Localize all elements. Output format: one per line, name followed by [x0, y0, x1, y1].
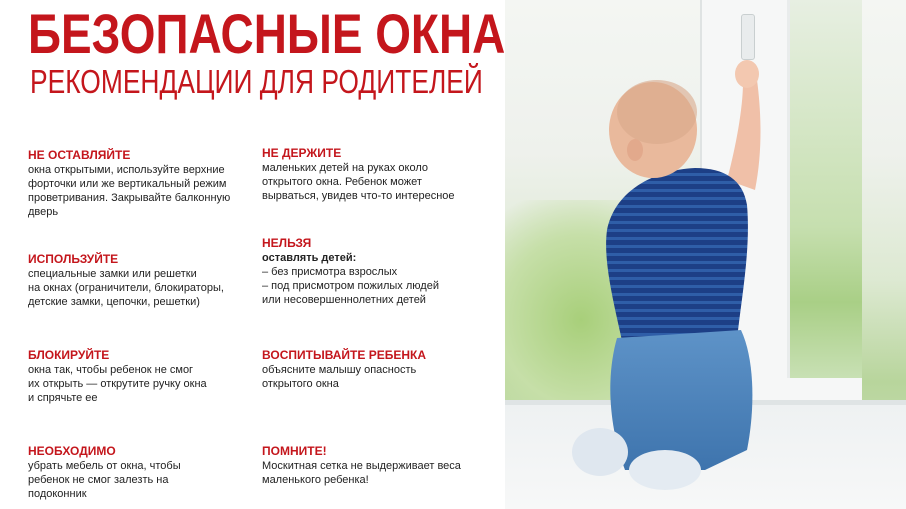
baby-hand: [735, 60, 759, 88]
tip-dont-hold: [262, 146, 502, 203]
tip-block: [28, 348, 268, 405]
tip-heading: НЕ ДЕРЖИТЕ: [262, 146, 342, 160]
baby-arm: [727, 80, 761, 190]
tip-text: окна так, чтобы ребенок не смог их открыть — открутите ручку окна и спрячьте ее: [28, 364, 207, 404]
baby-at-window-photo: [505, 0, 906, 509]
tip-use: [28, 252, 268, 309]
tip-text: окна открытыми, используйте верхние форточки или же вертикальный режим проветривания. Закрывайте балконную дверь: [28, 164, 231, 218]
tip-heading: НЕ ОСТАВЛЯЙТЕ: [28, 148, 131, 162]
tip-text: специальные замки или решетки на окнах (ограничители, блокираторы, детские замки, цепочки, решетки): [28, 268, 224, 308]
baby-foot-left: [572, 428, 628, 476]
tip-heading: ВОСПИТЫВАЙТЕ РЕБЕНКА: [262, 348, 427, 362]
tip-heading: НЕОБХОДИМО: [28, 444, 116, 458]
baby-illustration: [505, 0, 906, 509]
tip-dont-leave: [28, 148, 268, 219]
tip-heading: БЛОКИРУЙТЕ: [28, 348, 110, 362]
baby-foot-right: [629, 450, 701, 490]
tip-heading: ИСПОЛЬЗУЙТЕ: [28, 252, 119, 266]
tip-remember: [262, 444, 502, 487]
poster-title: БЕЗОПАСНЫЕ ОКНА: [28, 2, 506, 65]
tip-heading: ПОМНИТЕ!: [262, 444, 327, 458]
tip-text: убрать мебель от окна, чтобы ребенок не смог залезть на подоконник: [28, 460, 181, 500]
tip-forbidden: [262, 236, 502, 307]
tip-subheading: оставлять детей:: [262, 252, 357, 264]
tip-text: Москитная сетка не выдерживает веса маленького ребенка!: [262, 460, 461, 486]
baby-pants: [610, 330, 752, 470]
poster-subtitle: РЕКОМЕНДАЦИИ ДЛЯ РОДИТЕЛЕЙ: [30, 63, 483, 100]
tip-text: маленьких детей на руках около открытого окна. Ребенок может вырваться, увидев что-то интересное: [262, 162, 455, 202]
baby-ear: [627, 139, 643, 161]
tip-heading: НЕЛЬЗЯ: [262, 236, 312, 250]
baby-shirt: [606, 168, 748, 345]
tip-educate: [262, 348, 502, 391]
tip-text: объясните малышу опасность открытого окна: [262, 364, 417, 390]
tip-necessary: [28, 444, 268, 501]
tip-text: – без присмотра взрослых – под присмотром пожилых людей или несовершеннолетних детей: [262, 266, 439, 306]
